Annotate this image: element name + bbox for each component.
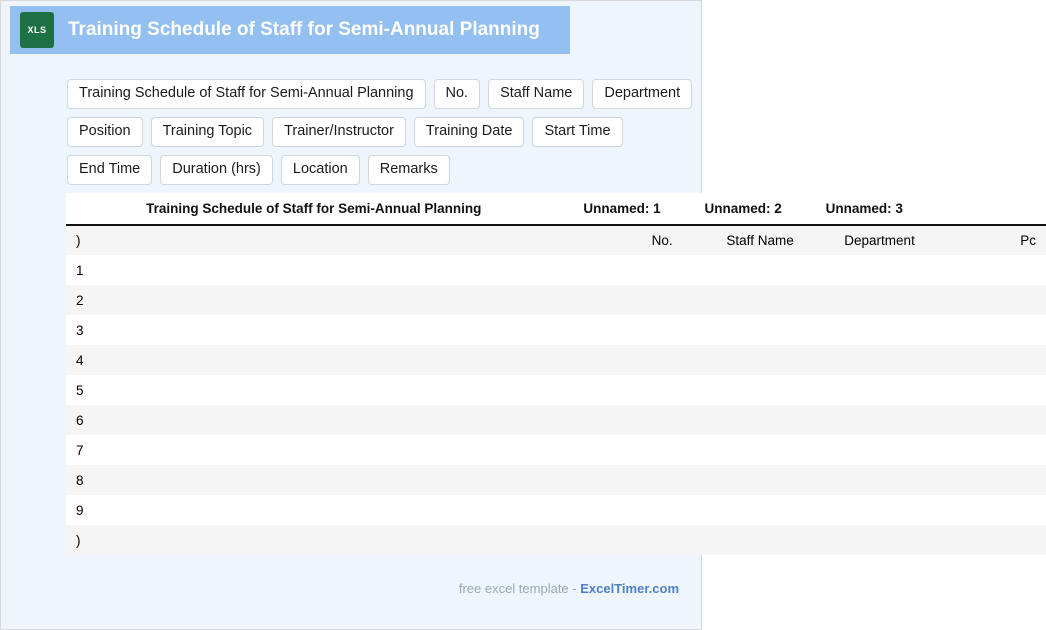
field-chip[interactable]: Department: [592, 79, 692, 109]
table-row[interactable]: [66, 435, 1046, 465]
table-cell: [804, 315, 925, 345]
field-chip-list: [67, 79, 695, 185]
column-header: Unnamed: 1: [562, 193, 683, 225]
table-cell: [804, 405, 925, 435]
table-cell: [925, 345, 1046, 375]
table-cell: [683, 525, 804, 555]
table-header: [66, 193, 1046, 225]
table-cell: Pc: [925, 225, 1046, 255]
table-cell: Department: [804, 225, 925, 255]
table-cell: [925, 255, 1046, 285]
field-chip[interactable]: Duration (hrs): [160, 155, 273, 185]
footer-brand-link[interactable]: ExcelTimer.com: [580, 581, 679, 596]
table-row[interactable]: [66, 285, 1046, 315]
table-row[interactable]: [66, 375, 1046, 405]
table-cell: [925, 435, 1046, 465]
table-cell: [562, 255, 683, 285]
table-row[interactable]: [66, 465, 1046, 495]
field-chip[interactable]: Trainer/Instructor: [272, 117, 406, 147]
table-cell: [562, 315, 683, 345]
footer-attribution: [459, 581, 679, 596]
table-cell: Staff Name: [683, 225, 804, 255]
table-cell: [804, 525, 925, 555]
table-cell: [562, 465, 683, 495]
table-cell: [562, 345, 683, 375]
field-chip[interactable]: No.: [434, 79, 481, 109]
table-row[interactable]: [66, 525, 1046, 555]
table-cell: [925, 465, 1046, 495]
table-row[interactable]: [66, 315, 1046, 345]
table-cell: [925, 375, 1046, 405]
table-cell: ): [66, 525, 562, 555]
table-cell: [562, 495, 683, 525]
table-cell: 4: [66, 345, 562, 375]
table-cell: [804, 345, 925, 375]
table-cell: 6: [66, 405, 562, 435]
table-row[interactable]: [66, 255, 1046, 285]
table-cell: [925, 315, 1046, 345]
table-cell: [683, 285, 804, 315]
table-cell: [562, 285, 683, 315]
table-body: [66, 225, 1046, 555]
table-cell: [804, 285, 925, 315]
xls-file-icon: [20, 12, 54, 48]
spreadsheet-preview[interactable]: [67, 193, 1036, 555]
table-cell: [804, 435, 925, 465]
table-cell: [562, 405, 683, 435]
table-cell: No.: [562, 225, 683, 255]
table-row[interactable]: [66, 225, 1046, 255]
table-cell: 2: [66, 285, 562, 315]
table-cell: [683, 315, 804, 345]
table-cell: [804, 255, 925, 285]
table-cell: 9: [66, 495, 562, 525]
field-chip[interactable]: Remarks: [368, 155, 450, 185]
table-row[interactable]: [66, 345, 1046, 375]
table-cell: [683, 435, 804, 465]
table-cell: [925, 285, 1046, 315]
page-title: Training Schedule of Staff for Semi-Annual Planning: [68, 19, 540, 40]
table-cell: [683, 405, 804, 435]
field-chip[interactable]: Staff Name: [488, 79, 584, 109]
table-cell: [683, 375, 804, 405]
field-chip[interactable]: Training Schedule of Staff for Semi-Annual Planning: [67, 79, 426, 109]
table-cell: [925, 495, 1046, 525]
field-chip[interactable]: End Time: [67, 155, 152, 185]
table-cell: [804, 495, 925, 525]
field-chip[interactable]: Position: [67, 117, 143, 147]
table-cell: 8: [66, 465, 562, 495]
table-cell: ): [66, 225, 562, 255]
column-header: Unnamed: 3: [804, 193, 925, 225]
table-header-row: [66, 193, 1046, 225]
table-cell: 5: [66, 375, 562, 405]
table-cell: [925, 405, 1046, 435]
table-cell: 1: [66, 255, 562, 285]
table-cell: [562, 375, 683, 405]
table-cell: [925, 525, 1046, 555]
table-row[interactable]: [66, 495, 1046, 525]
table-cell: 3: [66, 315, 562, 345]
table-cell: [562, 435, 683, 465]
table-cell: [683, 345, 804, 375]
table-cell: 7: [66, 435, 562, 465]
field-chip[interactable]: Training Topic: [151, 117, 264, 147]
footer-text: free excel template -: [458, 581, 577, 596]
column-header: [925, 193, 1046, 225]
title-bar: [10, 6, 570, 54]
data-table: [66, 193, 1046, 555]
field-chip[interactable]: Training Date: [414, 117, 525, 147]
table-cell: [683, 465, 804, 495]
table-cell: [804, 465, 925, 495]
table-cell: [804, 375, 925, 405]
table-cell: [562, 525, 683, 555]
field-chip[interactable]: Location: [281, 155, 360, 185]
column-header: Unnamed: 2: [683, 193, 804, 225]
table-row[interactable]: [66, 405, 1046, 435]
table-cell: [683, 495, 804, 525]
table-cell: [683, 255, 804, 285]
column-header: Training Schedule of Staff for Semi-Annual Planning: [66, 193, 562, 225]
xls-icon-label: XLS: [27, 25, 47, 35]
field-chip[interactable]: Start Time: [532, 117, 622, 147]
